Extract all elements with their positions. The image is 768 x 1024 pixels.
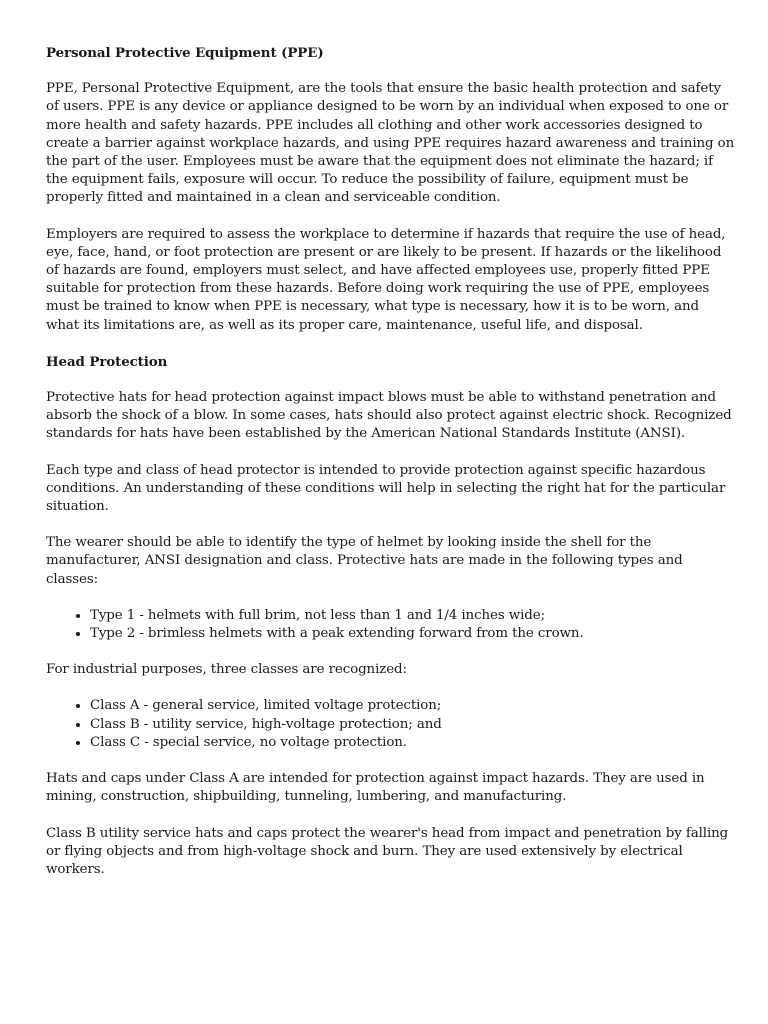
helmet-classes-list — [46, 697, 736, 752]
class-a-paragraph: Hats and caps under Class A are intended for protection against impact hazards. They are used in mining, construction, shipbuilding, tunneling, lumbering, and manufacturing. — [46, 771, 705, 805]
head-paragraph-2: Each type and class of head protector is intended to provide protection against specific hazardous conditions. An understanding of these conditions will help in selecting the right hat for the particular situation. — [46, 462, 726, 515]
ppe-paragraph-2: Employers are required to assess the workplace to determine if hazards that require the use of head, eye, face, hand, or foot protection are present or are likely to be present. If hazards or the likelihood of hazards are found, employers must select, and have affected employees use, properly fitted PPE suitable for protection from these hazards. Before doing work requiring the use of PPE, employees must be trained to know when PPE is necessary, what type is necessary, how it is to be worn, and what its limitations are, as well as its proper care, maintenance, useful life, and disposal. — [46, 226, 726, 333]
document-page — [46, 44, 736, 897]
ppe-paragraph-1: PPE, Personal Protective Equipment, are the tools that ensure the basic health protection and safety of users. PPE is any device or appliance designed to be worn by an individual when exposed to one or more health and safety hazards. PPE includes all clothing and other work accessories designed to create a barrier against workplace hazards, and using PPE requires hazard awareness and training on the part of the user. Employees must be aware that the equipment does not eliminate the hazard; if the equipment fails, exposure will occur. To reduce the possibility of failure, equipment must be properly fitted and maintained in a clean and serviceable condition. — [46, 81, 735, 206]
ppe-heading: Personal Protective Equipment (PPE) — [46, 45, 324, 61]
class-b-paragraph: Class B utility service hats and caps protect the wearer's head from impact and penetration by falling or flying objects and from high-voltage shock and burn. They are used extensively by electrical workers. — [46, 825, 729, 877]
helmet-types-list — [46, 607, 736, 643]
classes-intro: For industrial purposes, three classes are recognized: — [46, 662, 407, 678]
head-paragraph-3: The wearer should be able to identify the type of helmet by looking inside the shell for the manufacturer, ANSI designation and class. Protective hats are made in the following types and classes: — [46, 535, 683, 587]
list-item-class-b: • Class B - utility service, high-voltage protection; and — [90, 716, 736, 734]
list-item-type-1: • Type 1 - helmets with full brim, not less than 1 and 1/4 inches wide; — [90, 607, 736, 625]
list-item-type-2: • Type 2 - brimless helmets with a peak extending forward from the crown. — [90, 625, 736, 643]
head-paragraph-1: Protective hats for head protection against impact blows must be able to withstand penetration and absorb the shock of a blow. In some cases, hats should also protect against electric shock. Recognized standards for hats have been established by the American National Standards Institute (ANSI). — [46, 390, 732, 442]
list-item-class-a: • Class A - general service, limited voltage protection; — [90, 697, 736, 715]
list-item-class-c: • Class C - special service, no voltage protection. — [90, 734, 736, 752]
head-protection-heading: Head Protection — [46, 353, 168, 370]
